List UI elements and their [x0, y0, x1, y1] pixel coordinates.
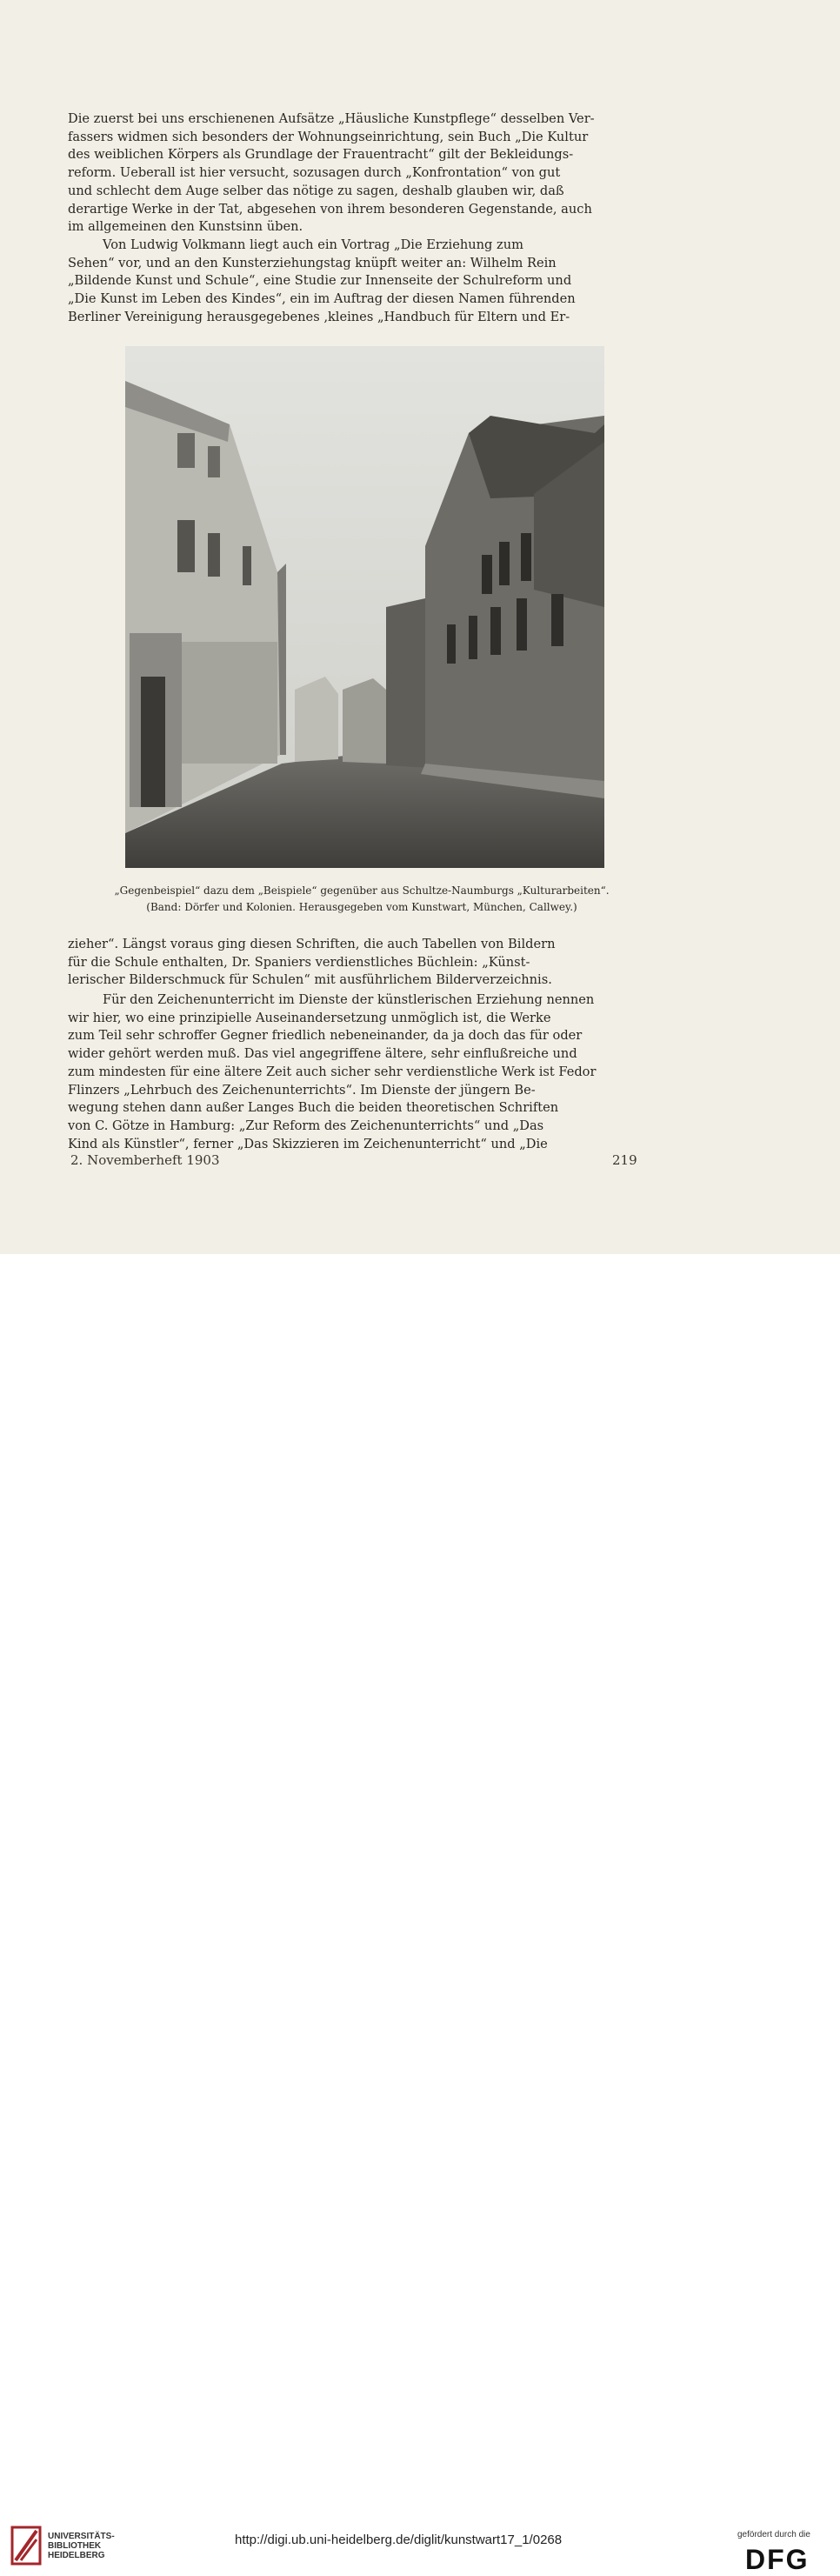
text-line: wir hier, wo eine prinzipielle Auseinandersetzung unmöglich ist, die Werke: [68, 1010, 551, 1025]
text-line: Flinzers „Lehrbuch des Zeichenunterrichts“. Im Dienste der jüngern Be-: [68, 1082, 536, 1098]
funded-by-label: gefördert durch die: [737, 2530, 810, 2539]
text-line: Kind als Künstler“, ferner „Das Skizzieren im Zeichenunterricht“ und „Die: [68, 1136, 548, 1151]
text-line: zum mindesten für eine ältere Zeit auch sicher sehr verdienstliche Werk ist Fedor: [68, 1064, 597, 1079]
paragraph-4: [68, 991, 656, 1153]
permalink-url[interactable]: http://digi.ub.uni-heidelberg.de/diglit/kunstwart17_1/0268: [235, 2533, 563, 2547]
text-line: und schlecht dem Auge selber das nötige zu sagen, deshalb glauben wir, daß: [68, 183, 564, 198]
library-line-1: UNIVERSITÄTS-: [48, 2532, 115, 2541]
viewer-footer: [0, 1254, 840, 2575]
text-line: reform. Ueberall ist hier versucht, sozusagen durch „Konfrontation“ von gut: [68, 165, 561, 181]
text-line: lerischer Bilderschmuck für Schulen“ mit ausführlichem Bilderverzeichnis.: [68, 972, 552, 988]
library-line-2: BIBLIOTHEK: [48, 2541, 102, 2551]
issue-label: 2. Novemberheft 1903: [70, 1152, 220, 1168]
dfg-logo[interactable]: DFG: [745, 2544, 810, 2575]
university-library-logo-icon[interactable]: [10, 2526, 42, 2566]
text-line: Sehen“ vor, und an den Kunsterziehungstag knüpft weiter an: Wilhelm Rein: [68, 255, 557, 270]
text-line: Von Ludwig Volkmann liegt auch ein Vortrag „Die Erziehung zum: [103, 237, 523, 252]
text-line: zieher“. Längst voraus ging diesen Schriften, die auch Tabellen von Bildern: [68, 937, 556, 951]
paragraph-1: [68, 110, 656, 237]
scanned-page: [0, 0, 840, 1254]
text-line: Für den Zeichenunterricht im Dienste der künstlerischen Erziehung nennen: [103, 992, 595, 1007]
text-line: Die zuerst bei uns erschienenen Aufsätze „Häusliche Kunstpflege“ desselben Ver-: [68, 111, 595, 126]
library-line-3: HEIDELBERG: [48, 2551, 105, 2560]
paragraph-2: [68, 237, 656, 327]
university-library-name[interactable]: [48, 2532, 115, 2560]
text-line: zum Teil sehr schroffer Gegner friedlich nebeneinander, da ja doch das für oder: [68, 1028, 583, 1044]
text-line: im allgemeinen den Kunstsinn üben.: [68, 219, 303, 235]
text-line: Berliner Vereinigung herausgegebenes ‚kleines „Handbuch für Eltern und Er-: [68, 309, 570, 324]
text-line: „Die Kunst im Leben des Kindes“, ein im Auftrag der diesen Namen führenden: [68, 291, 576, 307]
text-line: des weiblichen Körpers als Grundlage der Frauentracht“ gilt der Bekleidungs-: [68, 147, 574, 163]
text-line: derartige Werke in der Tat, abgesehen von ihrem besonderen Gegenstande, auch: [68, 201, 592, 217]
photo-caption-line-2: (Band: Dörfer und Kolonien. Herausgegeben vom Kunstwart, München, Callwey.): [146, 901, 577, 913]
text-line: wider gehört werden muß. Das viel angegriffene ältere, sehr einflußreiche und: [68, 1046, 577, 1062]
street-photograph: [125, 346, 604, 868]
text-line: wegung stehen dann außer Langes Buch die beiden theoretischen Schriften: [68, 1100, 559, 1116]
text-line: für die Schule enthalten, Dr. Spaniers verdienstliches Büchlein: „Künst-: [68, 954, 530, 970]
paragraph-3: [68, 936, 656, 990]
page-number: 219: [612, 1152, 637, 1168]
text-line: „Bildende Kunst und Schule“, eine Studie zur Innenseite der Schulreform und: [68, 273, 572, 289]
photo-caption-line-1: „Gegenbeispiel“ dazu dem „Beispiele“ gegenüber aus Schultze-Naumburgs „Kulturarbeiten“.: [114, 884, 610, 897]
text-line: von C. Götze in Hamburg: „Zur Reform des Zeichenunterrichts“ und „Das: [68, 1118, 544, 1133]
text-line: fassers widmen sich besonders der Wohnungseinrichtung, sein Buch „Die Kultur: [68, 129, 589, 144]
